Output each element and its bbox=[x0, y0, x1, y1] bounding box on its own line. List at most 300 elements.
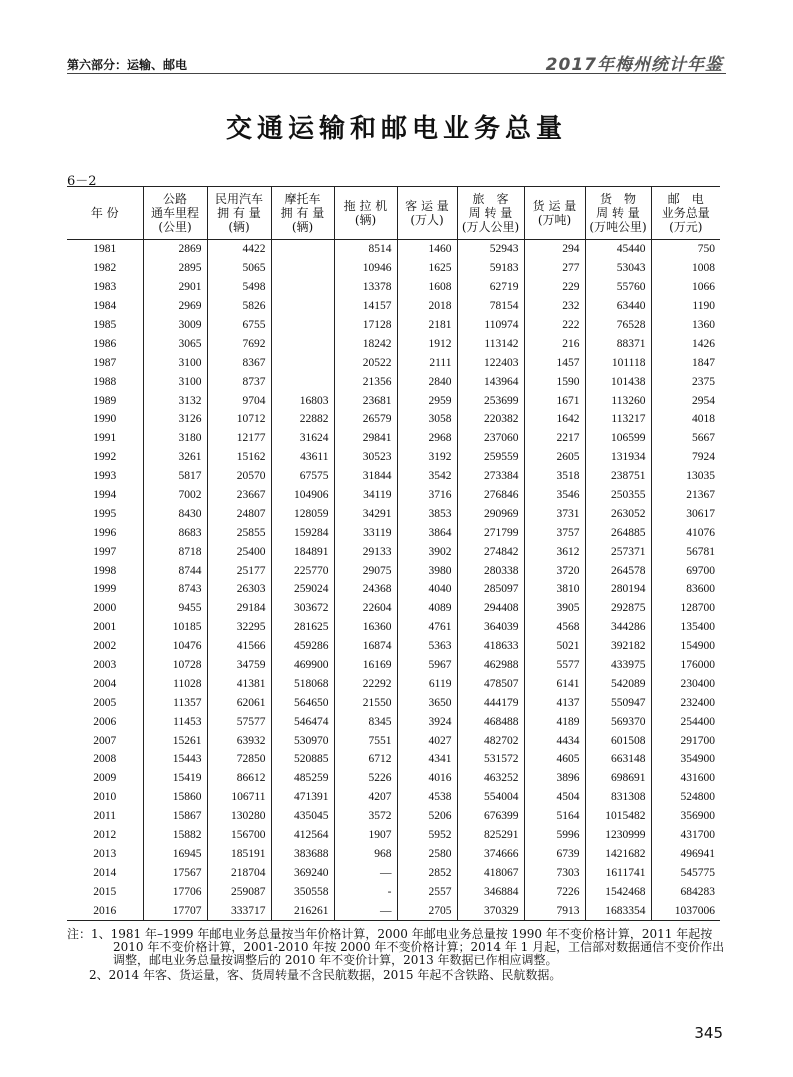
column-header-line: 旅 客 bbox=[472, 192, 509, 206]
table-cell: 3757 bbox=[524, 523, 585, 542]
table-cell: 7692 bbox=[207, 334, 271, 353]
table-cell: 290969 bbox=[457, 504, 524, 523]
table-cell: 569370 bbox=[585, 712, 651, 731]
table-cell: 232 bbox=[524, 297, 585, 316]
table-body bbox=[67, 240, 720, 921]
year-cell: 1997 bbox=[93, 545, 117, 558]
year-cell: 2007 bbox=[93, 734, 117, 747]
table-cell: 52943 bbox=[457, 240, 524, 259]
table-cell: 225770 bbox=[271, 561, 334, 580]
table-cell: 15867 bbox=[143, 807, 207, 826]
table-cell bbox=[271, 316, 334, 335]
table-cell: 4568 bbox=[524, 618, 585, 637]
table-cell: 135400 bbox=[651, 618, 720, 637]
table-cell: 1625 bbox=[397, 259, 457, 278]
table-cell: 3100 bbox=[143, 372, 207, 391]
table-cell: 23681 bbox=[334, 391, 397, 410]
table-cell: 24368 bbox=[334, 580, 397, 599]
column-header-line: (辆) bbox=[228, 220, 250, 234]
table-cell: 25177 bbox=[207, 561, 271, 580]
table-cell: 5498 bbox=[207, 278, 271, 297]
table-cell: 76528 bbox=[585, 316, 651, 335]
table-cell: 3009 bbox=[143, 316, 207, 335]
table-cell: 520885 bbox=[271, 750, 334, 769]
table-cell: 2580 bbox=[397, 845, 457, 864]
table-cell: 550947 bbox=[585, 693, 651, 712]
table-cell: 4040 bbox=[397, 580, 457, 599]
year-cell: 1993 bbox=[93, 470, 117, 483]
table-cell: 1907 bbox=[334, 826, 397, 845]
table-cell: 78154 bbox=[457, 297, 524, 316]
page-title: 交通运输和邮电业务总量 bbox=[225, 114, 567, 144]
table-cell: 3058 bbox=[397, 410, 457, 429]
table-cell: 10946 bbox=[334, 259, 397, 278]
table-cell: 676399 bbox=[457, 807, 524, 826]
table-row bbox=[67, 486, 720, 505]
section-header: 第六部分：运输、邮电 bbox=[67, 58, 188, 72]
table-cell: 106599 bbox=[585, 429, 651, 448]
table-cell: 15261 bbox=[143, 731, 207, 750]
table-cell: 15443 bbox=[143, 750, 207, 769]
column-header-line: 客 运 量 bbox=[405, 199, 449, 213]
table-cell: 31844 bbox=[334, 467, 397, 486]
year-cell: 2002 bbox=[93, 640, 117, 653]
table-row bbox=[67, 353, 720, 372]
table-cell: 4422 bbox=[207, 240, 271, 259]
table-cell: 113142 bbox=[457, 334, 524, 353]
table-row bbox=[67, 882, 720, 901]
table-cell: 7002 bbox=[143, 486, 207, 505]
table-cell: 281625 bbox=[271, 618, 334, 637]
table-cell: 1460 bbox=[397, 240, 457, 259]
year-cell: 1991 bbox=[93, 432, 117, 445]
table-cell: 29133 bbox=[334, 542, 397, 561]
table-cell: 16803 bbox=[271, 391, 334, 410]
table-cell: 5206 bbox=[397, 807, 457, 826]
year-cell: 2005 bbox=[93, 696, 117, 709]
table-row bbox=[67, 391, 720, 410]
table-cell: 20522 bbox=[334, 353, 397, 372]
table-cell: 237060 bbox=[457, 429, 524, 448]
table-cell: 5226 bbox=[334, 769, 397, 788]
year-cell: 2010 bbox=[93, 791, 117, 804]
table-cell: 5021 bbox=[524, 637, 585, 656]
table-cell: 435045 bbox=[271, 807, 334, 826]
table-cell: 4605 bbox=[524, 750, 585, 769]
table-cell: 546474 bbox=[271, 712, 334, 731]
table-cell bbox=[271, 353, 334, 372]
table-cell: 86612 bbox=[207, 769, 271, 788]
table-cell: 392182 bbox=[585, 637, 651, 656]
table-cell: 601508 bbox=[585, 731, 651, 750]
table-cell: 13035 bbox=[651, 467, 720, 486]
table-cell: 32295 bbox=[207, 618, 271, 637]
table-cell: 55760 bbox=[585, 278, 651, 297]
table-cell: 63440 bbox=[585, 297, 651, 316]
table-cell: 22292 bbox=[334, 674, 397, 693]
table-cell: 11453 bbox=[143, 712, 207, 731]
year-cell: 1996 bbox=[93, 526, 117, 539]
table-row bbox=[67, 316, 720, 335]
table-row bbox=[67, 504, 720, 523]
table-cell: 238751 bbox=[585, 467, 651, 486]
table-cell: 564650 bbox=[271, 693, 334, 712]
table-cell: 4027 bbox=[397, 731, 457, 750]
year-cell: 1999 bbox=[93, 583, 117, 596]
table-cell: 101118 bbox=[585, 353, 651, 372]
table-cell: 9455 bbox=[143, 599, 207, 618]
table-row bbox=[67, 807, 720, 826]
year-cell: 1989 bbox=[93, 394, 117, 407]
column-header-line: (辆) bbox=[354, 213, 377, 227]
table-cell: 25855 bbox=[207, 523, 271, 542]
table-cell: 15882 bbox=[143, 826, 207, 845]
table-cell: 4761 bbox=[397, 618, 457, 637]
table-cell: 2018 bbox=[397, 297, 457, 316]
table-cell: 485259 bbox=[271, 769, 334, 788]
table-cell: 5667 bbox=[651, 429, 720, 448]
table-cell: 968 bbox=[334, 845, 397, 864]
table-cell: 143964 bbox=[457, 372, 524, 391]
table-cell: 15419 bbox=[143, 769, 207, 788]
year-cell: 2008 bbox=[93, 753, 117, 766]
note-2: 2、2014 年客、货运量，客、货周转量不含民航数据，2015 年起不含铁路、民航数据。 bbox=[89, 968, 562, 982]
year-cell: 1983 bbox=[93, 281, 117, 294]
table-cell: 412564 bbox=[271, 826, 334, 845]
table-cell: 159284 bbox=[271, 523, 334, 542]
table-cell: 1426 bbox=[651, 334, 720, 353]
table-cell bbox=[271, 259, 334, 278]
table-cell: 154900 bbox=[651, 637, 720, 656]
table-cell: 354900 bbox=[651, 750, 720, 769]
table-row bbox=[67, 712, 720, 731]
table-cell: 101438 bbox=[585, 372, 651, 391]
table-row bbox=[67, 618, 720, 637]
year-cell: 2011 bbox=[93, 810, 117, 823]
table-cell: 57577 bbox=[207, 712, 271, 731]
table-cell: 18242 bbox=[334, 334, 397, 353]
table-row bbox=[67, 429, 720, 448]
year-cell: 1982 bbox=[93, 262, 117, 275]
table-row bbox=[67, 826, 720, 845]
table-cell: 518068 bbox=[271, 674, 334, 693]
table-cell: 1683354 bbox=[585, 901, 651, 920]
table-cell: 280338 bbox=[457, 561, 524, 580]
table-cell: 364039 bbox=[457, 618, 524, 637]
table-cell: 110974 bbox=[457, 316, 524, 335]
table-row bbox=[67, 334, 720, 353]
table-cell: 4189 bbox=[524, 712, 585, 731]
column-header-line: 邮 电 bbox=[667, 192, 704, 206]
table-row bbox=[67, 523, 720, 542]
table-row bbox=[67, 542, 720, 561]
column-header-line: (公里) bbox=[158, 220, 192, 234]
table-cell: 4434 bbox=[524, 731, 585, 750]
table-cell: 53043 bbox=[585, 259, 651, 278]
table-cell: 531572 bbox=[457, 750, 524, 769]
table-cell: 259559 bbox=[457, 448, 524, 467]
table-cell: 72850 bbox=[207, 750, 271, 769]
table-cell: 1671 bbox=[524, 391, 585, 410]
table-cell: 8744 bbox=[143, 561, 207, 580]
year-cell: 2009 bbox=[93, 772, 117, 785]
table-cell: 482702 bbox=[457, 731, 524, 750]
year-cell: 2000 bbox=[93, 602, 117, 615]
table-cell: 22604 bbox=[334, 599, 397, 618]
table-cell: 13378 bbox=[334, 278, 397, 297]
table-cell: 218704 bbox=[207, 863, 271, 882]
table-cell: 7226 bbox=[524, 882, 585, 901]
column-header-line: (万吨公里) bbox=[589, 220, 647, 234]
year-cell: 2014 bbox=[93, 866, 117, 879]
table-row bbox=[67, 656, 720, 675]
column-header-line: 拥 有 量 bbox=[217, 206, 261, 220]
table-cell: 128700 bbox=[651, 599, 720, 618]
table-cell bbox=[271, 372, 334, 391]
column-header-line: (万人公里) bbox=[461, 220, 520, 234]
table-cell: 831308 bbox=[585, 788, 651, 807]
table-cell: 3100 bbox=[143, 353, 207, 372]
column-header bbox=[67, 187, 143, 240]
table-cell: 2181 bbox=[397, 316, 457, 335]
table-cell: 34759 bbox=[207, 656, 271, 675]
table-cell: 16874 bbox=[334, 637, 397, 656]
table-cell: 122403 bbox=[457, 353, 524, 372]
column-header bbox=[585, 187, 651, 240]
table-cell: 56781 bbox=[651, 542, 720, 561]
table-cell: 20570 bbox=[207, 467, 271, 486]
table-cell: 62061 bbox=[207, 693, 271, 712]
table-cell: 232400 bbox=[651, 693, 720, 712]
table-cell: 6755 bbox=[207, 316, 271, 335]
table-cell: 130280 bbox=[207, 807, 271, 826]
table-cell: 1642 bbox=[524, 410, 585, 429]
table-cell: 274842 bbox=[457, 542, 524, 561]
table-cell: 263052 bbox=[585, 504, 651, 523]
table-cell: 3896 bbox=[524, 769, 585, 788]
table-cell: 2968 bbox=[397, 429, 457, 448]
table-cell: 30523 bbox=[334, 448, 397, 467]
table-cell: 303672 bbox=[271, 599, 334, 618]
table-cell: 469900 bbox=[271, 656, 334, 675]
table-cell: 17567 bbox=[143, 863, 207, 882]
table-cell: 5363 bbox=[397, 637, 457, 656]
table-cell: 825291 bbox=[457, 826, 524, 845]
table-cell: 3720 bbox=[524, 561, 585, 580]
table-cell: 222 bbox=[524, 316, 585, 335]
table-row bbox=[67, 580, 720, 599]
table-cell: 524800 bbox=[651, 788, 720, 807]
table-cell: 176000 bbox=[651, 656, 720, 675]
table-cell: 545775 bbox=[651, 863, 720, 882]
table-cell: 3716 bbox=[397, 486, 457, 505]
column-header-line: 周 转 量 bbox=[468, 206, 513, 220]
table-row bbox=[67, 467, 720, 486]
table-cell: 63932 bbox=[207, 731, 271, 750]
table-cell: 259087 bbox=[207, 882, 271, 901]
table-row bbox=[67, 863, 720, 882]
table-cell: 1230999 bbox=[585, 826, 651, 845]
table-cell: — bbox=[334, 901, 397, 920]
table-cell: 5826 bbox=[207, 297, 271, 316]
notes bbox=[67, 928, 727, 982]
table-cell: 1008 bbox=[651, 259, 720, 278]
table-cell: 8367 bbox=[207, 353, 271, 372]
page-number: 345 bbox=[694, 1024, 723, 1042]
year-cell: 2003 bbox=[93, 659, 117, 672]
table-cell: 31624 bbox=[271, 429, 334, 448]
table-cell: 1015482 bbox=[585, 807, 651, 826]
column-header-line: 通车里程 bbox=[150, 206, 199, 220]
table-cell: 698691 bbox=[585, 769, 651, 788]
table-cell: 8683 bbox=[143, 523, 207, 542]
year-cell: 1995 bbox=[93, 507, 117, 520]
table-cell: 8737 bbox=[207, 372, 271, 391]
table-cell: 16169 bbox=[334, 656, 397, 675]
table-cell: — bbox=[334, 863, 397, 882]
table-row bbox=[67, 297, 720, 316]
table-cell: 216261 bbox=[271, 901, 334, 920]
table-cell: 5817 bbox=[143, 467, 207, 486]
table-cell: 30617 bbox=[651, 504, 720, 523]
table-cell: 292875 bbox=[585, 599, 651, 618]
table-cell: 3546 bbox=[524, 486, 585, 505]
table-cell: 4089 bbox=[397, 599, 457, 618]
table-cell: 8514 bbox=[334, 240, 397, 259]
table-cell: 2557 bbox=[397, 882, 457, 901]
table-cell: 3902 bbox=[397, 542, 457, 561]
table-cell: 684283 bbox=[651, 882, 720, 901]
table-cell: 1608 bbox=[397, 278, 457, 297]
table-cell: 24807 bbox=[207, 504, 271, 523]
table-cell bbox=[271, 278, 334, 297]
table-cell: 62719 bbox=[457, 278, 524, 297]
column-header-line: 货 物 bbox=[599, 192, 636, 206]
year-cell: 1994 bbox=[93, 489, 117, 502]
table-cell: 431700 bbox=[651, 826, 720, 845]
table-cell: 11357 bbox=[143, 693, 207, 712]
table-cell: 496941 bbox=[651, 845, 720, 864]
year-cell: 1988 bbox=[93, 375, 117, 388]
column-header bbox=[651, 187, 720, 240]
table-cell: 10476 bbox=[143, 637, 207, 656]
table-cell: 41076 bbox=[651, 523, 720, 542]
table-cell: 3810 bbox=[524, 580, 585, 599]
table-cell: 4016 bbox=[397, 769, 457, 788]
column-header-line: 摩托车 bbox=[284, 192, 321, 206]
table-cell: 230400 bbox=[651, 674, 720, 693]
table-cell: 7551 bbox=[334, 731, 397, 750]
table-cell: 1421682 bbox=[585, 845, 651, 864]
year-cell: 1992 bbox=[93, 451, 117, 464]
table-cell: 29841 bbox=[334, 429, 397, 448]
table-cell: 6141 bbox=[524, 674, 585, 693]
table-row bbox=[67, 372, 720, 391]
table-cell: 5996 bbox=[524, 826, 585, 845]
table-cell: 3126 bbox=[143, 410, 207, 429]
column-header bbox=[334, 187, 397, 240]
column-header-line: (万元) bbox=[669, 220, 703, 234]
table-row bbox=[67, 845, 720, 864]
table-cell: 4504 bbox=[524, 788, 585, 807]
table-cell: 67575 bbox=[271, 467, 334, 486]
column-header-line: 年 份 bbox=[90, 206, 119, 220]
table-cell: 344286 bbox=[585, 618, 651, 637]
table-cell: 3612 bbox=[524, 542, 585, 561]
column-header bbox=[524, 187, 585, 240]
year-cell: 2006 bbox=[93, 715, 117, 728]
table-cell: 1847 bbox=[651, 353, 720, 372]
table-cell: 1611741 bbox=[585, 863, 651, 882]
table-cell: 333717 bbox=[207, 901, 271, 920]
table-cell: 663148 bbox=[585, 750, 651, 769]
table-cell: 229 bbox=[524, 278, 585, 297]
table-cell: 10712 bbox=[207, 410, 271, 429]
table-cell: 3518 bbox=[524, 467, 585, 486]
table-cell: 277 bbox=[524, 259, 585, 278]
table-cell: 69700 bbox=[651, 561, 720, 580]
table-cell: 285097 bbox=[457, 580, 524, 599]
table-cell: 3132 bbox=[143, 391, 207, 410]
table-cell: 350558 bbox=[271, 882, 334, 901]
table-cell: 418067 bbox=[457, 863, 524, 882]
column-header bbox=[207, 187, 271, 240]
table-cell: 29184 bbox=[207, 599, 271, 618]
table-cell: 41381 bbox=[207, 674, 271, 693]
table-cell: 11028 bbox=[143, 674, 207, 693]
table-cell: 418633 bbox=[457, 637, 524, 656]
column-header-line: 拥 有 量 bbox=[280, 206, 325, 220]
table-cell: 8345 bbox=[334, 712, 397, 731]
table-cell: 374666 bbox=[457, 845, 524, 864]
table-cell: 1457 bbox=[524, 353, 585, 372]
table-cell bbox=[271, 334, 334, 353]
column-header bbox=[143, 187, 207, 240]
column-header-line: (万人) bbox=[410, 213, 444, 227]
table-cell: 7924 bbox=[651, 448, 720, 467]
year-cell: 1998 bbox=[93, 564, 117, 577]
table-row bbox=[67, 901, 720, 920]
table-cell: 2895 bbox=[143, 259, 207, 278]
table-row bbox=[67, 561, 720, 580]
year-cell: 1990 bbox=[93, 413, 117, 426]
year-cell: 2015 bbox=[93, 885, 117, 898]
table-cell: 5065 bbox=[207, 259, 271, 278]
table-row bbox=[67, 731, 720, 750]
table-cell: 15162 bbox=[207, 448, 271, 467]
year-cell: 2001 bbox=[93, 621, 117, 634]
table-cell: 250355 bbox=[585, 486, 651, 505]
table-cell: 113260 bbox=[585, 391, 651, 410]
table-cell: 291700 bbox=[651, 731, 720, 750]
table-cell: 3180 bbox=[143, 429, 207, 448]
table-cell: 23667 bbox=[207, 486, 271, 505]
table-cell: 4341 bbox=[397, 750, 457, 769]
table-cell: 128059 bbox=[271, 504, 334, 523]
yearbook-title: 2017年梅州统计年鉴 bbox=[545, 55, 723, 75]
table-cell: 83600 bbox=[651, 580, 720, 599]
column-header-line: 公路 bbox=[162, 192, 187, 206]
table-row bbox=[67, 693, 720, 712]
table-row bbox=[67, 674, 720, 693]
table-cell: 3731 bbox=[524, 504, 585, 523]
table-cell: 17707 bbox=[143, 901, 207, 920]
table-row bbox=[67, 637, 720, 656]
table-cell: 1912 bbox=[397, 334, 457, 353]
table-cell: 478507 bbox=[457, 674, 524, 693]
table-cell: 14157 bbox=[334, 297, 397, 316]
table-cell: 10185 bbox=[143, 618, 207, 637]
